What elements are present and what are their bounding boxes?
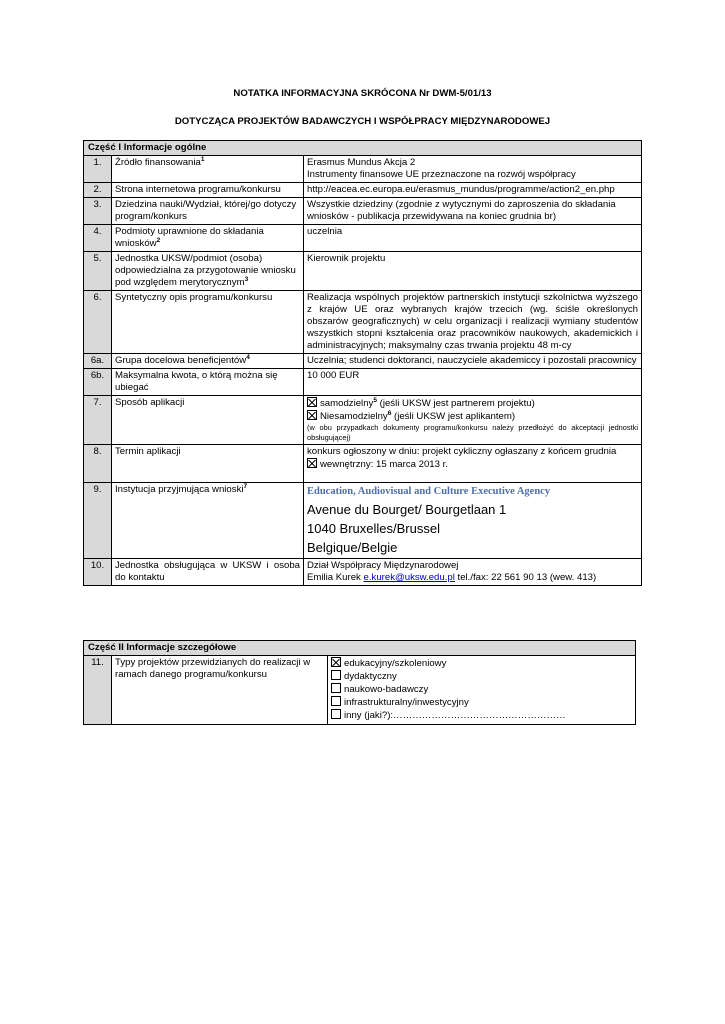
row-number: 1.: [84, 156, 112, 183]
table-row: [84, 445, 642, 483]
row-number: 4.: [84, 225, 112, 252]
footnote-ref: 6: [387, 409, 392, 417]
row-label: [112, 252, 304, 291]
value-line: Erasmus Mundus Akcja 2: [307, 157, 416, 168]
footnote-ref: 7: [243, 482, 248, 490]
project-type-option: [331, 709, 632, 722]
internal-deadline-text: wewnętrzny: 15 marca 2013 r.: [320, 459, 448, 470]
checkbox-unchecked[interactable]: [331, 683, 341, 693]
table-row: [84, 369, 642, 396]
project-types-list: [328, 656, 636, 725]
checkbox-unchecked[interactable]: [331, 709, 341, 719]
row-label: Syntetyczny opis programu/konkursu: [112, 291, 304, 354]
application-option-independent: [307, 397, 638, 410]
row-number: 5.: [84, 252, 112, 291]
footnote-ref: 2: [156, 236, 161, 244]
application-option-dependent: [307, 410, 638, 423]
row-value: Wszystkie dziedziny (zgodnie z wytycznymi do zaproszenia do składania wniosków - publikacja przewidywana na koniec grudnia br): [304, 198, 642, 225]
option-label: inny (jaki?):………………………………………………: [344, 710, 566, 721]
checkbox-checked[interactable]: [307, 410, 317, 420]
row-label-text: Instytucja przyjmująca wnioski: [115, 484, 244, 495]
address-line: Belgique/Belgie: [307, 540, 398, 555]
part1-table: [83, 140, 642, 586]
row-value: [304, 483, 642, 559]
row-label: Maksymalna kwota, o którą można się ubiegać: [112, 369, 304, 396]
row-label: Typy projektów przewidzianych do realizacji w ramach danego programu/konkursu: [112, 656, 328, 725]
value-line: Instrumenty finansowe UE przeznaczone na rozwój współpracy: [307, 169, 576, 180]
option-label: dydaktyczny: [344, 671, 397, 682]
contact-line: [307, 572, 638, 584]
row-label: Dziedzina nauki/Wydział, której/go dotyczy program/konkurs: [112, 198, 304, 225]
table-row: [84, 354, 642, 369]
document-title: NOTATKA INFORMACYJNA SKRÓCONA Nr DWM-5/01/13: [233, 88, 492, 99]
checkbox-unchecked[interactable]: [331, 696, 341, 706]
contact-phone: tel./fax: 22 561 90 13 (wew. 413): [457, 572, 597, 583]
row-label-text: Jednostka UKSW/podmiot (osoba) odpowiedzialna za przygotowanie wniosku pod względem merytorycznym: [115, 253, 296, 288]
option-note: (jeśli UKSW jest aplikantem): [394, 411, 516, 422]
project-type-option: [331, 683, 632, 696]
row-number: 2.: [84, 183, 112, 198]
application-note: (w obu przypadkach dokumenty programu/konkursu należy przedłożyć do akceptacji jednostki obsługującej): [307, 423, 638, 442]
part1-header: Część I Informacje ogólne: [84, 141, 642, 156]
row-number: 6.: [84, 291, 112, 354]
row-number: 6a.: [84, 354, 112, 369]
row-number: 9.: [84, 483, 112, 559]
row-label-text: Podmioty uprawnione do składania wniosków: [115, 226, 264, 249]
table-row: [84, 656, 636, 725]
row-label: [112, 483, 304, 559]
email-link[interactable]: e.kurek@uksw.edu.pl: [363, 572, 455, 583]
row-number: 11.: [84, 656, 112, 725]
table-row: [84, 483, 642, 559]
address-line: 1040 Bruxelles/Brussel: [307, 521, 440, 536]
agency-name: Education, Audiovisual and Culture Executive Agency: [307, 486, 551, 497]
project-type-option: [331, 696, 632, 709]
row-label-text: Źródło finansowania: [115, 157, 201, 168]
option-label: naukowo-badawczy: [344, 684, 429, 695]
table-row: [84, 396, 642, 445]
row-label-text: Grupa docelowa beneficjentów: [115, 355, 247, 366]
checkbox-checked[interactable]: [307, 458, 317, 468]
internal-deadline: [307, 458, 638, 471]
row-value: uczelnia: [304, 225, 642, 252]
table-row: [84, 183, 642, 198]
checkbox-unchecked[interactable]: [331, 670, 341, 680]
row-value: [304, 445, 642, 483]
table-row: [84, 225, 642, 252]
row-value: Kierownik projektu: [304, 252, 642, 291]
table-row: [84, 559, 642, 586]
table-row: [84, 252, 642, 291]
table-row: [84, 291, 642, 354]
row-number: 10.: [84, 559, 112, 586]
checkbox-checked[interactable]: [307, 397, 317, 407]
contact-name: Emilia Kurek: [307, 572, 361, 583]
option-note: (jeśli UKSW jest partnerem projektu): [379, 398, 535, 409]
row-label: Termin aplikacji: [112, 445, 304, 483]
row-value: [304, 559, 642, 586]
row-number: 8.: [84, 445, 112, 483]
part2-table: [83, 640, 636, 725]
option-label: infrastrukturalny/inwestycyjny: [344, 697, 469, 708]
checkbox-checked[interactable]: [331, 657, 341, 667]
table-row: [84, 156, 642, 183]
document-subtitle: DOTYCZĄCA PROJEKTÓW BADAWCZYCH I WSPÓŁPRACY MIĘDZYNARODOWEJ: [174, 116, 551, 127]
part2-header: Część II Informacje szczegółowe: [84, 641, 636, 656]
option-label: edukacyjny/szkoleniowy: [344, 658, 447, 669]
announcement-date: konkurs ogłoszony w dniu: projekt cykliczny ogłaszany z końcem grudnia: [307, 446, 617, 457]
row-label: [112, 354, 304, 369]
row-number: 7.: [84, 396, 112, 445]
row-label: [112, 156, 304, 183]
row-label: Jednostka obsługująca w UKSW i osoba do kontaktu: [112, 559, 304, 586]
row-label: Sposób aplikacji: [112, 396, 304, 445]
program-description: Realizacja wspólnych projektów partnerskich instytucji szkolnictwa wyższego z krajów UE oraz wybranych krajów trzecich (wg. ściśle określonych obszarów geograficznych) w celu organizacji i realizacji wymiany studentów wszystkich stopni kształcenia oraz pracowników naukowych, akademickich i administracyjnych; maksymalny czas trwania projektu 48 m-cy: [304, 291, 642, 354]
row-label: Strona internetowa programu/konkursu: [112, 183, 304, 198]
row-label: [112, 225, 304, 252]
footnote-ref: 4: [246, 353, 250, 361]
footnote-ref: 1: [200, 155, 205, 163]
option-label: samodzielny: [320, 398, 374, 409]
row-value: [304, 156, 642, 183]
option-label: Niesamodzielny: [320, 411, 388, 422]
row-value: Uczelnia; studenci doktoranci, nauczyciele akademiccy i pozostali pracownicy: [304, 354, 642, 369]
department-name: Dział Współpracy Międzynarodowej: [307, 560, 459, 571]
row-value: 10 000 EUR: [304, 369, 642, 396]
address-line: Avenue du Bourget/ Bourgetlaan 1: [307, 502, 507, 517]
project-type-option: [331, 657, 632, 670]
row-number: 3.: [84, 198, 112, 225]
footnote-ref: 5: [373, 396, 377, 404]
row-value: [304, 396, 642, 445]
program-url-link[interactable]: http://eacea.ec.europa.eu/erasmus_mundus/programme/action2_en.php: [304, 183, 642, 198]
project-type-option: [331, 670, 632, 683]
table-row: [84, 198, 642, 225]
footnote-ref: 3: [244, 275, 249, 283]
row-number: 6b.: [84, 369, 112, 396]
